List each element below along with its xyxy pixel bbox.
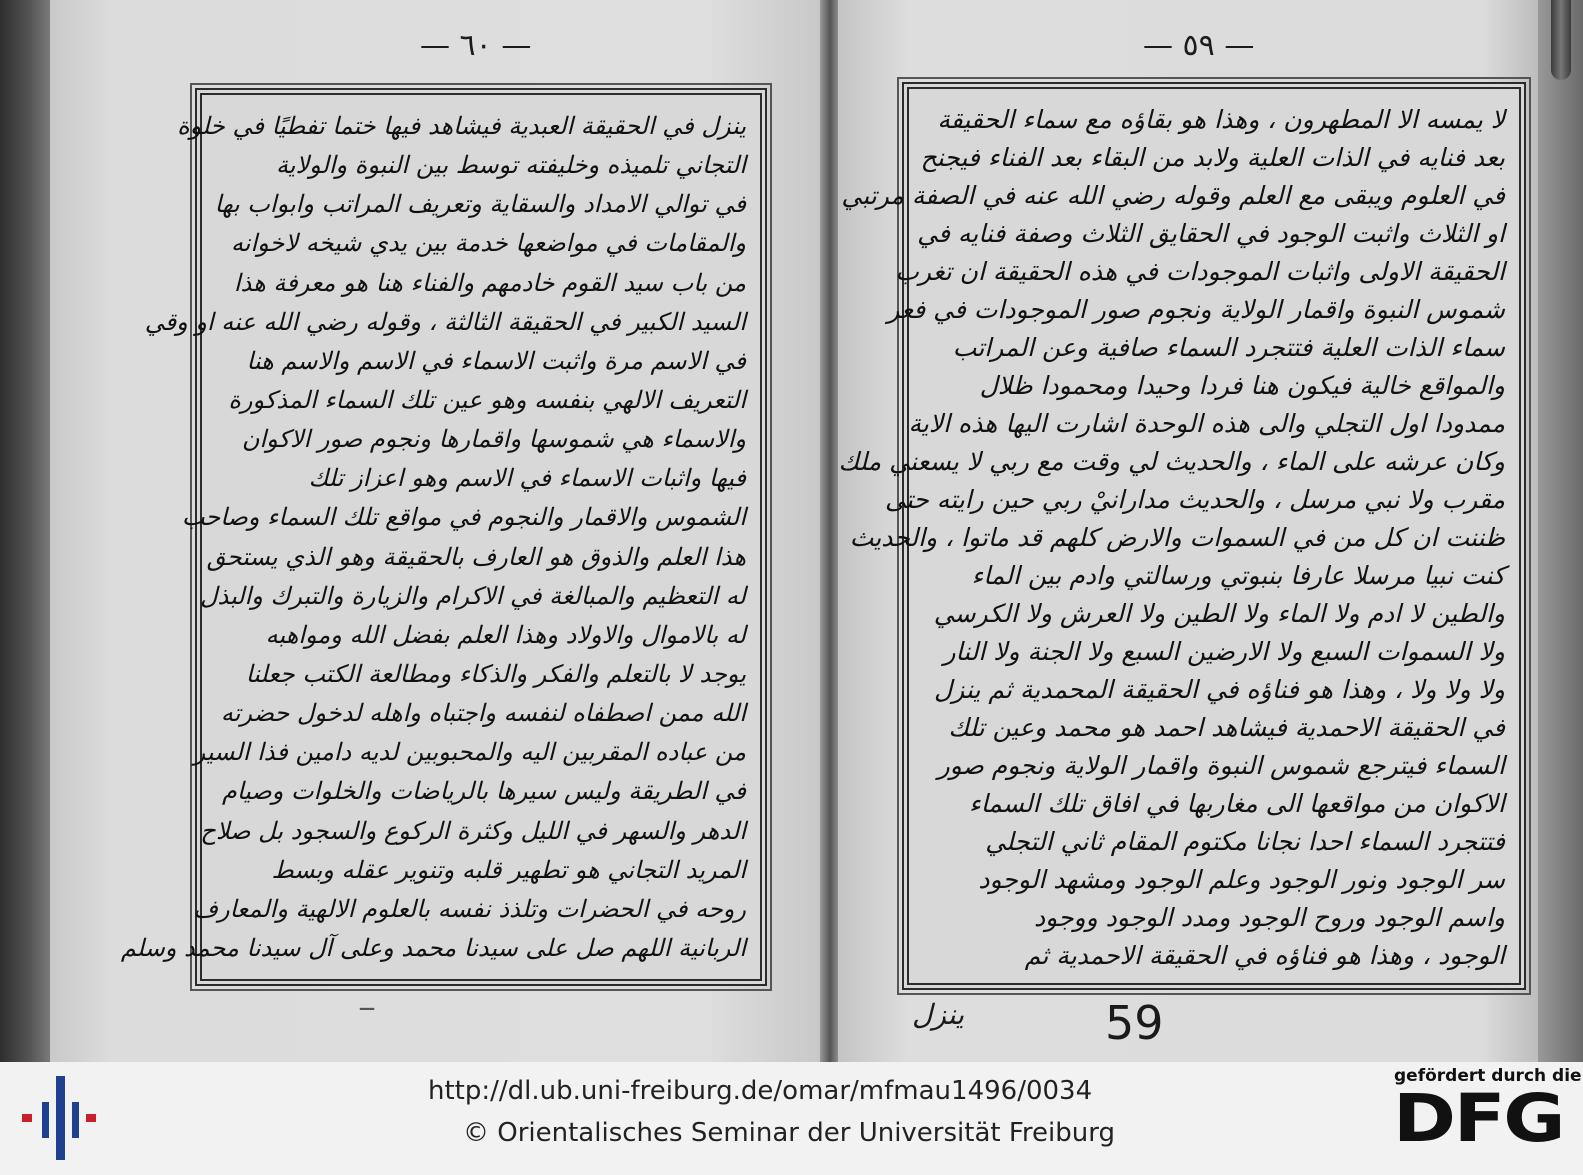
manuscript-line: من باب سيد القوم خادمهم والفناء هنا هو معرفة هذا (233, 268, 746, 297)
right-text-lines (838, 89, 1519, 983)
scan-left-edge (0, 0, 50, 1062)
catchword: ينزل (912, 998, 965, 1031)
manuscript-line: شموس النبوة واقمار الولاية ونجوم صور الموجودات في فعر (887, 295, 1505, 324)
manuscript-line: يوجد لا بالتعلم والفكر والذكاء ومطالعة الكتب جعلنا (245, 659, 746, 688)
manuscript-line: سماء الذات العلية فتتجرد السماء صافية وعن المراتب (952, 333, 1505, 362)
scan-right-edge (1538, 0, 1583, 1062)
manuscript-line: في العلوم ويبقى مع العلم وقوله رضي الله عنه في الصفة مرتبي (841, 181, 1505, 210)
manuscript-line: المريد التجاني هو تطهير قلبه وتنوير عقله وبسط (271, 855, 746, 884)
manuscript-line: التجاني تلميذه وخليفته توسط بين النبوة والولاية (275, 151, 746, 180)
manuscript-line: الدهر والسهر في الليل وكثرة الركوع والسجود بل صلاح (200, 816, 746, 845)
manuscript-line: والمواقع خالية فيكون هنا فردا وحيدا ومحمودا ظلال (979, 371, 1505, 400)
manuscript-line: والطين لا ادم ولا الماء ولا الطين ولا العرش ولا الكرسي (933, 599, 1505, 628)
manuscript-line: او الثلاث واثبت الوجود في الحقايق الثلاث وصفة فنايه في (917, 219, 1505, 248)
funding-label: gefördert durch die (1394, 1066, 1582, 1086)
manuscript-line: الله ممن اصطفاه لنفسه واجتباه واهله لدخول حضرته (220, 699, 746, 728)
left-catchword-trace: ــ (360, 988, 375, 1016)
folio-number: 59 (1105, 996, 1164, 1050)
manuscript-line: الربانية اللهم صل على سيدنا محمد وعلى آل سيدنا محمد وسلم (120, 933, 746, 962)
manuscript-line: في الطريقة وليس سيرها بالرياضات والخلوات وصيام (221, 777, 746, 806)
manuscript-line: مقرب ولا نبي مرسل ، والحديث مدارانيْ ربي حين رايته حتى (885, 485, 1505, 514)
manuscript-line: الحقيقة الاولى واثبات الموجودات في هذه الحقيقة ان تغرب (895, 257, 1505, 286)
manuscript-line: في الاسم مرة واثبت الاسماء في الاسم والاسم هنا (246, 346, 746, 375)
viewer-footer (0, 1062, 1583, 1175)
manuscript-line: الوجود ، وهذا هو فناؤه في الحقيقة الاحمدية ثم (1024, 941, 1505, 970)
manuscript-line: في توالي الامداد والسقاية وتعريف المراتب وابواب بها (214, 190, 746, 219)
manuscript-line: والاسماء هي شموسها واقمارها ونجوم صور الاكوان (241, 425, 746, 454)
manuscript-line: السيد الكبير في الحقيقة الثالثة ، وقوله رضي الله عنه او وقي (144, 307, 746, 336)
manuscript-line: لا يمسه الا المطهرون ، وهذا هو بقاؤه مع سماء الحقيقة (937, 105, 1505, 134)
manuscript-line: ينزل في الحقيقة العبدية فيشاهد فيها ختما تفطيًا في خلوة (177, 112, 746, 140)
manuscript-line: روحه في الحضرات وتلذذ نفسه بالعلوم الالهية والمعارف (193, 894, 746, 923)
manuscript-line: واسم الوجود وروح الوجود ومدد الوجود ووجود (1034, 903, 1505, 932)
document-url-link[interactable]: http://dl.ub.uni-freiburg.de/omar/mfmau1496/0034 (428, 1076, 1093, 1106)
left-page-number: — ٦٠ — (420, 28, 532, 63)
library-logo-icon (20, 1072, 98, 1164)
manuscript-line: التعريف الالهي بنفسه وهو عين تلك السماء المذكورة (228, 385, 746, 414)
manuscript-line: السماء فيترجع شموس النبوة واقمار الولاية ونجوم صور (937, 751, 1505, 780)
manuscript-line: فتتجرد السماء احدا نجانا مكتوم المقام ثاني التجلي (985, 827, 1505, 856)
manuscript-line: الشموس والاقمار والنجوم في مواقع تلك السماء وصاحب (181, 503, 746, 532)
left-text-lines (120, 95, 760, 979)
book-gutter (820, 0, 840, 1062)
manuscript-line: وكان عرشه على الماء ، والحديث لي وقت مع ربي لا يسعني ملك (838, 447, 1505, 476)
manuscript-line: بعد فنايه في الذات العلية ولابد من البقاء بعد الفناء فيجنح (920, 143, 1505, 172)
manuscript-line: الاكوان من مواقعها الى مغاربها في افاق تلك السماء (968, 789, 1505, 818)
manuscript-line: له بالاموال والاولاد وهذا العلم بفضل الله ومواهبه (265, 620, 746, 649)
manuscript-line: له التعظيم والمبالغة في الاكرام والزيارة والتبرك والبذل (200, 581, 746, 610)
manuscript-line: فيها واثبات الاسماء في الاسم وهو اعزاز تلك (308, 464, 746, 493)
pen-object (1551, 0, 1571, 80)
manuscript-line: كنت نبيا مرسلا عارفا بنبوتي ورسالتي وادم بين الماء (971, 561, 1505, 590)
manuscript-line: ولا السموات السبع ولا الارضين السبع ولا الجنة ولا النار (943, 637, 1505, 666)
manuscript-line: هذا العلم والذوق هو العارف بالحقيقة وهو الذي يستحق (206, 542, 746, 571)
manuscript-line: سر الوجود ونور الوجود وعلم الوجود ومشهد الوجود (978, 865, 1505, 894)
right-text-frame (838, 82, 1526, 990)
right-page-number: — ٥٩ — (1143, 28, 1255, 63)
left-text-frame (120, 88, 767, 986)
copyright-text: © Orientalisches Seminar der Universität Freiburg (463, 1118, 1115, 1148)
manuscript-line: ظننت ان كل من في السموات والارض كلهم قد ماتوا ، والحديث (849, 523, 1505, 552)
manuscript-line: ممدودا اول التجلي والى هذه الوحدة اشارت اليها هذه الاية (908, 409, 1505, 438)
manuscript-line: من عباده المقربين اليه والمحبوبين لديه دامين فذا السير (193, 738, 746, 767)
manuscript-line: ولا ولا ولا ، وهذا هو فناؤه في الحقيقة المحمدية ثم ينزل (933, 675, 1505, 704)
manuscript-line: والمقامات في مواضعها خدمة بين يدي شيخه لاخوانه (230, 229, 746, 258)
manuscript-line: في الحقيقة الاحمدية فيشاهد احمد هو محمد وعين تلك (948, 713, 1505, 742)
dfg-logo[interactable]: DFG (1393, 1080, 1564, 1157)
